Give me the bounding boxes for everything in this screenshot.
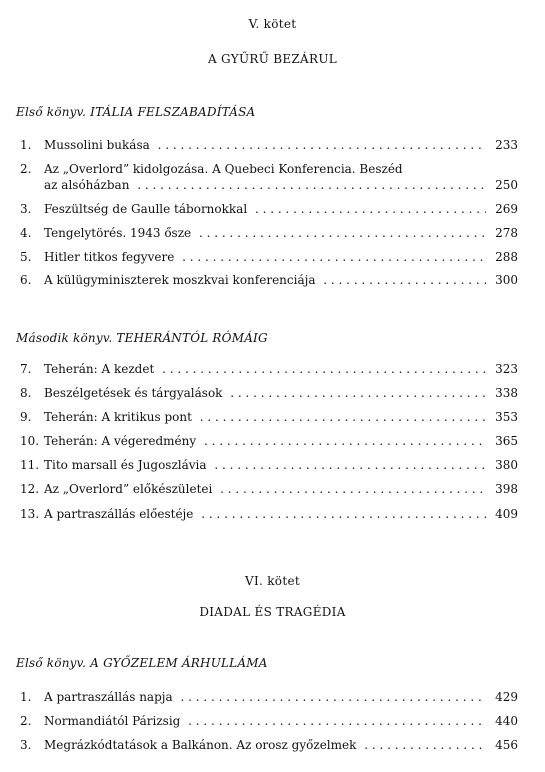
entry-title-continued: az alsóházban — [44, 178, 133, 192]
entry-title: Normandiától Párizsig — [44, 714, 184, 728]
entry-page: 278 — [495, 226, 518, 240]
entry-number: 3. — [20, 202, 32, 216]
entry-number: 11. — [20, 458, 40, 472]
entry-page: 456 — [495, 738, 518, 752]
entry-number: 4. — [20, 226, 32, 240]
entry-title: Az „Overlord” kidolgozása. A Quebeci Konferencia. Beszéd — [44, 162, 403, 176]
volume-label: VI. kötet — [245, 574, 300, 588]
entry-page: 250 — [495, 178, 518, 192]
entry-title-line — [44, 273, 486, 287]
volume-title: A GYŰRŰ BEZÁRUL — [207, 52, 338, 66]
entry-number: 13. — [20, 507, 40, 521]
entry-page: 409 — [495, 507, 518, 521]
entry-title-line — [44, 386, 486, 400]
entry-title: Beszélgetések és tárgyalások — [44, 386, 226, 400]
entry-title: A partraszállás napja — [44, 690, 177, 704]
entry-page: 300 — [495, 273, 518, 287]
entry-title-line — [44, 178, 486, 192]
entry-title-line — [44, 458, 486, 472]
entry-title: Teherán: A végeredmény — [44, 434, 200, 448]
entry-number: 12. — [20, 482, 40, 496]
entry-page: 398 — [495, 482, 518, 496]
entry-title-line — [44, 690, 486, 704]
entry-title-line — [44, 738, 486, 752]
entry-page: 365 — [495, 434, 518, 448]
entry-page: 380 — [495, 458, 518, 472]
entry-number: 7. — [20, 362, 32, 376]
entry-title: Tengelytörés. 1943 ősze — [44, 226, 195, 240]
entry-number: 2. — [20, 714, 32, 728]
entry-number: 2. — [20, 162, 32, 176]
entry-title-line — [44, 507, 486, 521]
entry-page: 353 — [495, 410, 518, 424]
entry-number: 3. — [20, 738, 32, 752]
entry-page: 288 — [495, 250, 518, 264]
volume-title: DIADAL ÉS TRAGÉDIA — [199, 605, 346, 619]
entry-title: Tito marsall és Jugoszlávia — [44, 458, 211, 472]
entry-page: 440 — [495, 714, 518, 728]
entry-title: A külügyminiszterek moszkvai konferenciája — [44, 273, 319, 287]
entry-title: Feszültség de Gaulle tábornokkal — [44, 202, 251, 216]
entry-title-line — [44, 202, 486, 216]
entry-number: 5. — [20, 250, 32, 264]
entry-title-line — [44, 434, 486, 448]
volume-label: V. kötet — [248, 17, 297, 31]
entry-title: Az „Overlord” előkészületei — [44, 482, 216, 496]
entry-title-line — [44, 482, 486, 496]
entry-title: Hitler titkos fegyvere — [44, 250, 178, 264]
entry-title-line — [44, 226, 486, 240]
entry-title-line — [44, 410, 486, 424]
entry-title-line — [44, 362, 486, 376]
book-header: Második könyv. TEHERÁNTÓL RÓMÁIG — [16, 331, 268, 345]
entry-page: 323 — [495, 362, 518, 376]
entry-number: 10. — [20, 434, 40, 448]
entry-page: 233 — [495, 138, 518, 152]
entry-title: Megrázkódtatások a Balkánon. Az orosz győzelmek — [44, 738, 360, 752]
entry-title-line — [44, 138, 486, 152]
entry-number: 6. — [20, 273, 32, 287]
entry-title-line — [44, 714, 486, 728]
entry-title: Teherán: A kezdet — [44, 362, 158, 376]
entry-page: 269 — [495, 202, 518, 216]
entry-page: 338 — [495, 386, 518, 400]
entry-number: 8. — [20, 386, 32, 400]
entry-title: Mussolini bukása — [44, 138, 154, 152]
entry-page: 429 — [495, 690, 518, 704]
entry-number: 1. — [20, 138, 32, 152]
entry-title-line — [44, 250, 486, 264]
entry-number: 1. — [20, 690, 32, 704]
entry-title: A partraszállás előestéje — [44, 507, 197, 521]
entry-number: 9. — [20, 410, 32, 424]
entry-title: Teherán: A kritikus pont — [44, 410, 196, 424]
book-header: Első könyv. A GYŐZELEM ÁRHULLÁMA — [16, 656, 268, 670]
book-header: Első könyv. ITÁLIA FELSZABADÍTÁSA — [16, 105, 256, 119]
